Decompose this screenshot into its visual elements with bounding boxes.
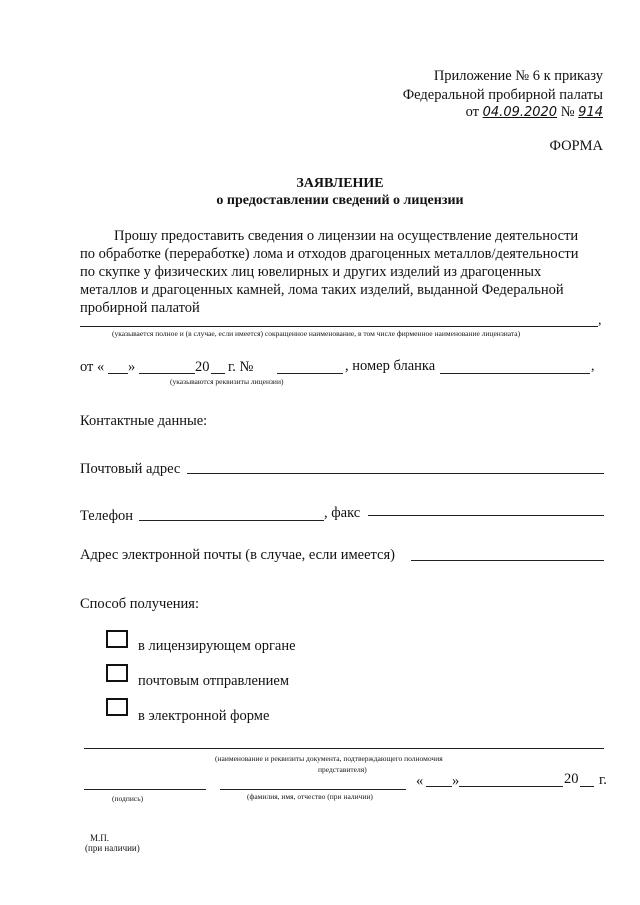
sign-year-prefix: 20 bbox=[564, 771, 579, 787]
header-date-handwritten: 04.09.2020 bbox=[482, 105, 558, 120]
doc-subtitle: о предоставлении сведений о лицензии bbox=[216, 193, 464, 208]
header-order-ref bbox=[466, 104, 603, 121]
license-month-field[interactable] bbox=[139, 373, 195, 374]
phone-field[interactable] bbox=[139, 520, 324, 521]
license-number-field[interactable] bbox=[277, 373, 343, 374]
license-day-field[interactable] bbox=[108, 373, 128, 374]
header-no: № bbox=[560, 104, 575, 120]
license-date-mid: » bbox=[128, 359, 136, 375]
fio-note: (фамилия, имя, отчество (при наличии) bbox=[247, 792, 373, 801]
doc-title: ЗАЯВЛЕНИЕ bbox=[296, 176, 384, 191]
sign-date-open: « bbox=[416, 773, 424, 789]
license-year-field[interactable] bbox=[211, 373, 225, 374]
representative-doc-note-1: (наименование и реквизиты документа, подтверждающего полномочия bbox=[215, 754, 443, 763]
receipt-heading: Способ получения: bbox=[80, 596, 199, 612]
email-field[interactable] bbox=[411, 560, 604, 561]
sign-year-g: г. bbox=[599, 772, 607, 788]
postal-address-field[interactable] bbox=[187, 473, 604, 474]
fax-field[interactable] bbox=[368, 515, 604, 516]
header-line1: Приложение № 6 к приказу bbox=[433, 68, 603, 84]
body-line-3: по скупке у физических лиц ювелирных и других изделий из драгоценных bbox=[80, 264, 542, 280]
receipt-option-electronic-label: в электронной форме bbox=[138, 708, 270, 724]
license-date-prefix: от « bbox=[80, 359, 105, 375]
fax-label: , факс bbox=[324, 505, 361, 521]
phone-label: Телефон bbox=[80, 508, 133, 524]
header-line2: Федеральной пробирной палаты bbox=[402, 87, 603, 103]
stamp-label: М.П. bbox=[90, 833, 110, 843]
license-details-note: (указываются реквизиты лицензии) bbox=[170, 377, 284, 386]
receipt-option-office-label: в лицензирующем органе bbox=[138, 638, 296, 654]
signature-note: (подпись) bbox=[112, 794, 144, 803]
email-label: Адрес электронной почты (в случае, если имеется) bbox=[80, 547, 395, 563]
license-number-label: г. № bbox=[228, 359, 254, 375]
sign-year-field[interactable] bbox=[580, 786, 594, 787]
signature-field[interactable] bbox=[84, 789, 206, 790]
body-line-5: пробирной палатой bbox=[80, 300, 200, 316]
form-label: ФОРМА bbox=[549, 138, 603, 154]
receipt-option-mail-checkbox[interactable] bbox=[106, 664, 128, 682]
receipt-option-office-checkbox[interactable] bbox=[106, 630, 128, 648]
stamp-note: (при наличии) bbox=[85, 843, 140, 853]
blank-number-label: , номер бланка bbox=[345, 358, 436, 374]
body-line-2: по обработке (переработке) лома и отходов драгоценных металлов/деятельности bbox=[80, 246, 579, 262]
header-ot: от bbox=[465, 104, 480, 120]
license-holder-note: (указывается полное и (в случае, если имеется) сокращенное наименование, в том числе фирменное наименование лицензиата) bbox=[112, 329, 521, 338]
receipt-option-mail-label: почтовым отправлением bbox=[138, 673, 290, 689]
sign-month-field[interactable] bbox=[459, 786, 563, 787]
license-year-prefix: 20 bbox=[195, 359, 210, 375]
body-line-4: металлов и драгоценных камней, лома таких изделий, выданной Федеральной bbox=[80, 282, 564, 298]
license-holder-line[interactable] bbox=[80, 326, 598, 327]
representative-document-field[interactable] bbox=[84, 748, 604, 749]
receipt-option-electronic-checkbox[interactable] bbox=[106, 698, 128, 716]
body-line-1: Прошу предоставить сведения о лицензии на осуществление деятельности bbox=[114, 228, 579, 244]
blank-number-field[interactable] bbox=[440, 373, 590, 374]
contacts-heading: Контактные данные: bbox=[80, 413, 208, 429]
fio-field[interactable] bbox=[220, 789, 406, 790]
postal-address-label: Почтовый адрес bbox=[80, 461, 181, 477]
header-number-handwritten: 914 bbox=[578, 105, 603, 120]
sign-day-field[interactable] bbox=[426, 786, 452, 787]
sign-date-close: » bbox=[452, 773, 460, 789]
representative-doc-note-2: представителя) bbox=[318, 765, 367, 774]
